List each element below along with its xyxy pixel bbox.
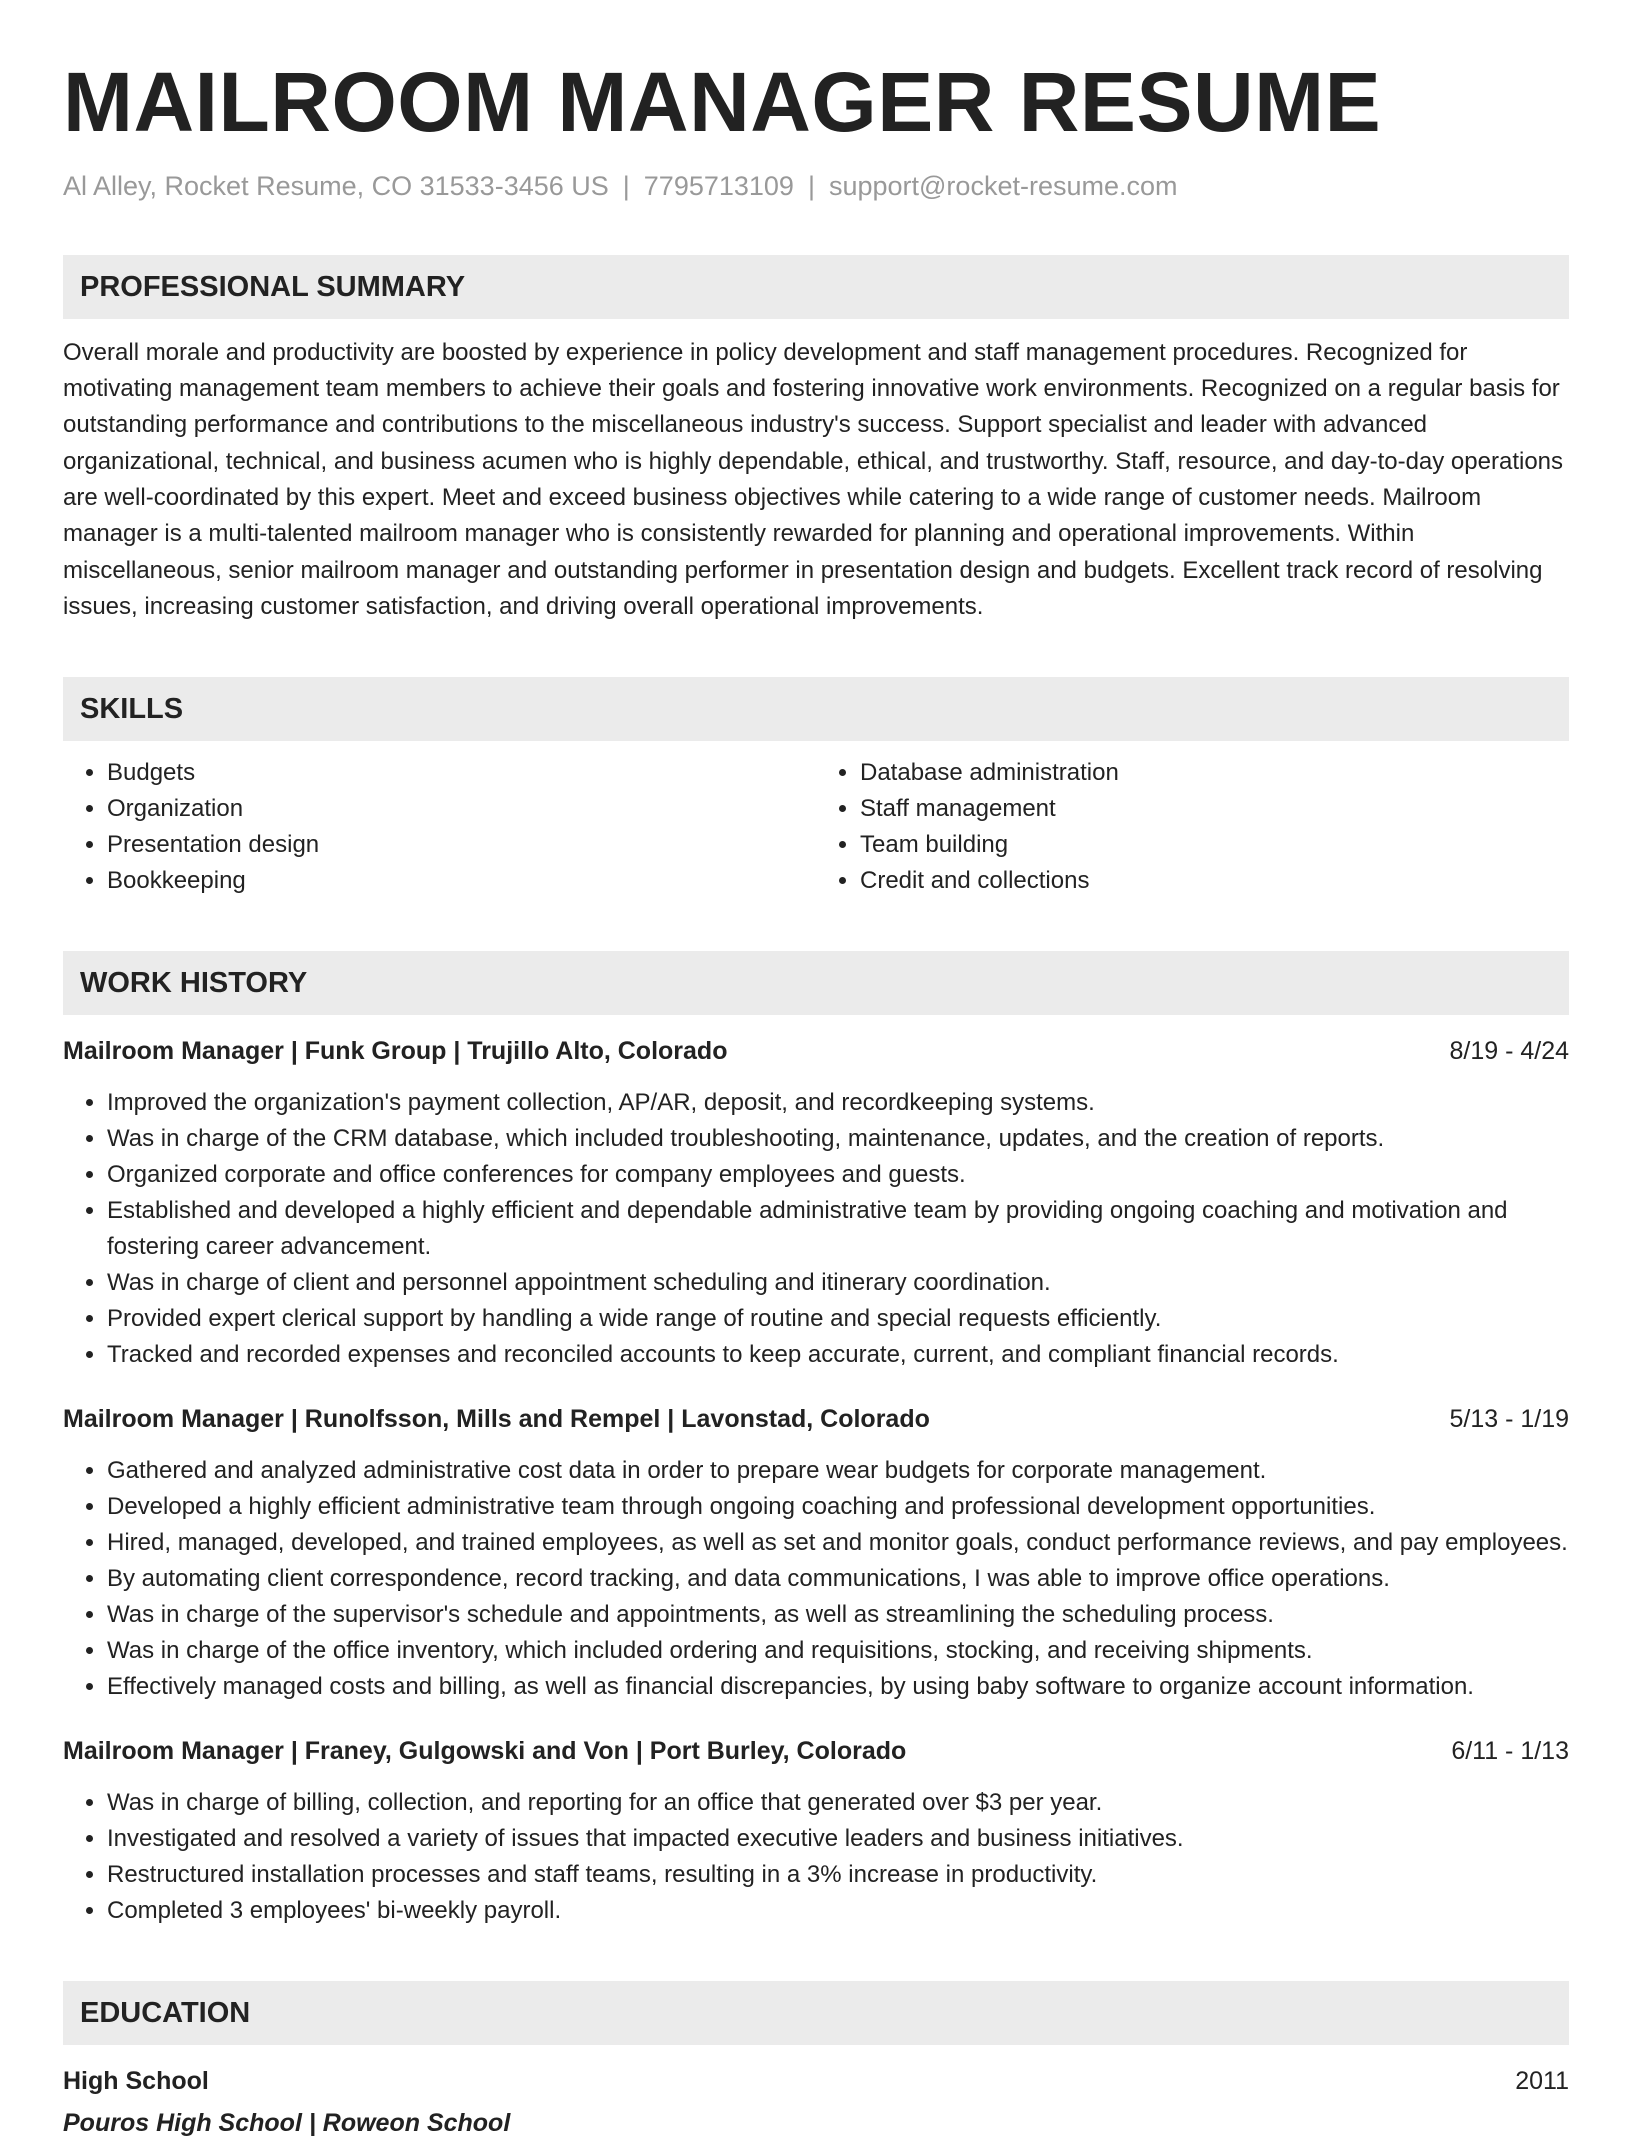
contact-separator: |: [807, 171, 815, 202]
duty-item: • Was in charge of the office inventory, which included ordering and requisitions, stocking, and receiving shipments.: [107, 1633, 1569, 1669]
contact-separator: |: [622, 171, 630, 202]
duty-item: • Restructured installation processes and staff teams, resulting in a 3% increase in productivity.: [107, 1857, 1569, 1893]
duty-item: • Improved the organization's payment collection, AP/AR, deposit, and recordkeeping systems.: [107, 1085, 1569, 1121]
job-duties: [63, 1785, 1569, 1929]
skill-item: • Budgets: [107, 755, 816, 791]
job-entry: [63, 1033, 1569, 1373]
job-header: [63, 1401, 1569, 1437]
duty-item: • Established and developed a highly efficient and dependable administrative team by providing ongoing coaching and motivation and fostering career advancement.: [107, 1193, 1569, 1265]
duty-item: • Investigated and resolved a variety of issues that impacted executive leaders and business initiatives.: [107, 1821, 1569, 1857]
duty-item: • Tracked and recorded expenses and reconciled accounts to keep accurate, current, and compliant financial records.: [107, 1337, 1569, 1373]
education-degree: High School: [63, 2067, 209, 2096]
job-duties: [63, 1085, 1569, 1373]
job-dates: 8/19 - 4/24: [1449, 1037, 1569, 1066]
section-header-summary: PROFESSIONAL SUMMARY: [63, 255, 1569, 319]
duty-item: • Hired, managed, developed, and trained employees, as well as set and monitor goals, conduct performance reviews, and pay employees.: [107, 1525, 1569, 1561]
section-header-education: EDUCATION: [63, 1981, 1569, 2045]
job-dates: 5/13 - 1/19: [1449, 1405, 1569, 1434]
job-duties: [63, 1453, 1569, 1705]
job-title: Mailroom Manager | Funk Group | Trujillo Alto, Colorado: [63, 1037, 728, 1066]
skill-item: • Bookkeeping: [107, 863, 816, 899]
job-dates: 6/11 - 1/13: [1451, 1737, 1569, 1766]
skill-item: • Presentation design: [107, 827, 816, 863]
education-header: [63, 2063, 1569, 2099]
duty-item: • Organized corporate and office conferences for company employees and guests.: [107, 1157, 1569, 1193]
duty-item: • By automating client correspondence, record tracking, and data communications, I was able to improve office operations.: [107, 1561, 1569, 1597]
contact-phone: 7795713109: [643, 171, 794, 202]
skills-column-right: [816, 755, 1569, 899]
duty-item: • Provided expert clerical support by handling a wide range of routine and special requests efficiently.: [107, 1301, 1569, 1337]
skill-item: • Credit and collections: [860, 863, 1569, 899]
duty-item: • Was in charge of the supervisor's schedule and appointments, as well as streamlining the scheduling process.: [107, 1597, 1569, 1633]
skills-grid: [63, 755, 1569, 899]
duty-item: • Effectively managed costs and billing, as well as financial discrepancies, by using baby software to organize account information.: [107, 1669, 1569, 1705]
job-header: [63, 1733, 1569, 1769]
education-school: Pouros High School | Roweon School: [63, 2109, 511, 2138]
duty-item: • Was in charge of billing, collection, and reporting for an office that generated over $3 per year.: [107, 1785, 1569, 1821]
summary-text: Overall morale and productivity are boosted by experience in policy development and staff management procedures. Recognized for motivating management team members to achieve their goals and fostering innovative work environments. Recognized on a regular basis for outstanding performance and contributions to the miscellaneous industry's success. Support specialist and leader with advanced organizational, technical, and business acumen who is highly dependable, ethical, and trustworthy. Staff, resource, and day-to-day operations are well-coordinated by this expert. Meet and exceed business objectives while catering to a wide range of customer needs. Mailroom manager is a multi-talented mailroom manager who is consistently rewarded for planning and operational improvements. Within miscellaneous, senior mailroom manager and outstanding performer in presentation design and budgets. Excellent track record of resolving issues, increasing customer satisfaction, and driving overall operational improvements.: [63, 338, 1564, 620]
duty-item: • Was in charge of client and personnel appointment scheduling and itinerary coordination.: [107, 1265, 1569, 1301]
job-header: [63, 1033, 1569, 1069]
job-title: Mailroom Manager | Runolfsson, Mills and Rempel | Lavonstad, Colorado: [63, 1405, 930, 1434]
duty-item: • Was in charge of the CRM database, which included troubleshooting, maintenance, updates, and the creation of reports.: [107, 1121, 1569, 1157]
section-header-work-history: WORK HISTORY: [63, 951, 1569, 1015]
skill-item: • Organization: [107, 791, 816, 827]
duty-item: • Completed 3 employees' bi-weekly payroll.: [107, 1893, 1569, 1929]
skill-item: • Team building: [860, 827, 1569, 863]
duty-item: • Developed a highly efficient administrative team through ongoing coaching and professional development opportunities.: [107, 1489, 1569, 1525]
job-entry: [63, 1733, 1569, 1929]
job-entry: [63, 1401, 1569, 1705]
skill-item: • Database administration: [860, 755, 1569, 791]
contact-address: Al Alley, Rocket Resume, CO 31533-3456 US: [63, 171, 609, 202]
duty-item: • Gathered and analyzed administrative cost data in order to prepare wear budgets for corporate management.: [107, 1453, 1569, 1489]
skill-item: • Staff management: [860, 791, 1569, 827]
skills-column-left: [63, 755, 816, 899]
section-header-skills: SKILLS: [63, 677, 1569, 741]
contact-line: [63, 170, 1569, 202]
education-year: 2011: [1515, 2067, 1569, 2096]
job-title: Mailroom Manager | Franey, Gulgowski and Von | Port Burley, Colorado: [63, 1737, 907, 1766]
resume-title: MAILROOM MANAGER RESUME: [63, 55, 1382, 149]
contact-email: support@rocket-resume.com: [828, 171, 1178, 202]
